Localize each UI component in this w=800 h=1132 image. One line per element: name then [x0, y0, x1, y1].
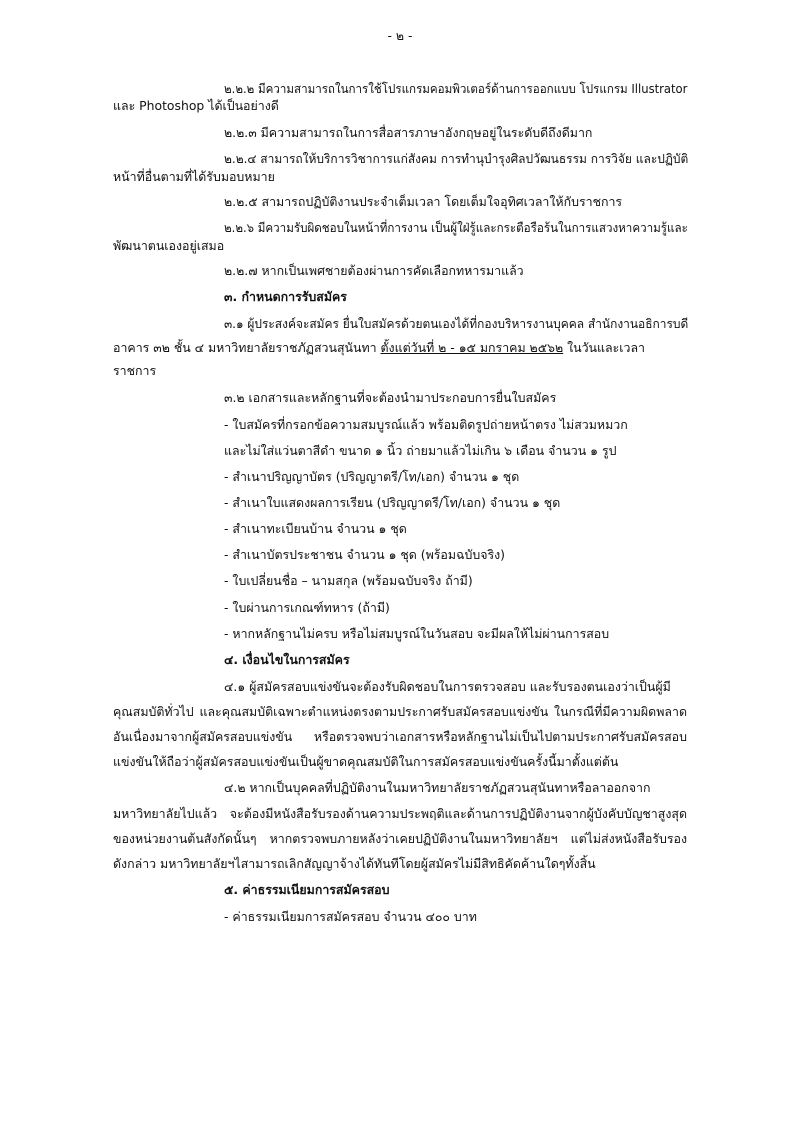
paragraph-4-2-line: มหาวิทยาลัยไปแล้ว จะต้องมีหนังสือรับรองด้านความประพฤติและด้านการปฏิบัติงานจากผู้บังคับบัญชาสูงสุด [113, 806, 687, 821]
qualification-2-2-5: ๒.๒.๕ สามารถปฏิบัติงานประจำเต็มเวลา โดยเต็มใจอุทิศเวลาให้กับราชการ [224, 194, 623, 209]
doc-item: - ใบเปลี่ยนชื่อ – นามสกุล (พร้อมฉบับจริง ถ้ามี) [224, 573, 473, 588]
qualification-2-2-6-line1: ๒.๒.๖ มีความรับผิดชอบในหน้าที่การงาน เป็นผู้ใฝ่รู้และกระตือรือร้นในการแสวงหาความรู้และ [224, 220, 688, 235]
qualification-2-2-3: ๒.๒.๓ มีความสามารถในการสื่อสารภาษาอังกฤษอยู่ในระดับดีถึงดีมาก [224, 125, 593, 140]
paragraph-3-2: ๓.๒ เอกสารและหลักฐานที่จะต้องนำมาประกอบการยื่นใบสมัคร [224, 390, 557, 405]
section-4-heading: ๔. เงื่อนไขในการสมัคร [224, 652, 350, 667]
paragraph-4-2-line: ดังกล่าว มหาวิทยาลัยฯไสามารถเลิกสัญญาจ้างได้ทันทีโดยผู้สมัครไม่มีสิทธิคัดค้านใดๆทั้งสิ้น [113, 856, 596, 871]
page-number: - ๒ - [387, 28, 413, 43]
doc-item: - ใบสมัครที่กรอกข้อความสมบูรณ์แล้ว พร้อมติดรูปถ่ายหน้าตรง ไม่สวมหมวก [224, 417, 628, 432]
paragraph-4-2-line: ๔.๒ หากเป็นบุคคลที่ปฏิบัติงานในมหาวิทยาลัยราชภัฏสวนสุนันทาหรือลาออกจาก [224, 780, 651, 795]
doc-item: และไม่ใส่แว่นตาสีดำ ขนาด ๑ นิ้ว ถ่ายมาแล้วไม่เกิน ๖ เดือน จำนวน ๑ รูป [224, 443, 617, 458]
qualification-2-2-4-line2: หน้าที่อื่นตามที่ได้รับมอบหมาย [113, 169, 275, 184]
paragraph-4-1-line: อันเนื่องมาจากผู้สมัครสอบแข่งขัน หรือตรวจพบว่าเอกสารหรือหลักฐานไม่เป็นไปตามประกาศรับสมัครสอบ [113, 729, 687, 744]
doc-item: - สำเนาปริญญาบัตร (ปริญญาตรี/โท/เอก) จำนวน ๑ ชุด [224, 469, 520, 484]
paragraph-4-1-line: แข่งขันให้ถือว่าผู้สมัครสอบแข่งขันเป็นผู้ขาดคุณสมบัติในการสมัครสอบแข่งขันครั้งนี้มาตั้งแต่ต้น [113, 754, 619, 769]
doc-item: - สำเนาบัตรประชาชน จำนวน ๑ ชุด (พร้อมฉบับจริง) [224, 547, 506, 562]
qualification-2-2-7: ๒.๒.๗ หากเป็นเพศชายต้องผ่านการคัดเลือกทหารมาแล้ว [224, 263, 524, 278]
qualification-2-2-2-line1: ๒.๒.๒ มีความสามารถในการใช้โปรแกรมคอมพิวเตอร์ด้านการออกแบบ โปรแกรม Illustrator [224, 81, 688, 96]
doc-item: - หากหลักฐานไม่ครบ หรือไม่สมบูรณ์ในวันสอบ จะมีผลให้ไม่ผ่านการสอบ [224, 626, 610, 641]
paragraph-3-1-line2 [113, 339, 645, 357]
section-3-heading: ๓. กำหนดการรับสมัคร [224, 289, 347, 304]
doc-item: - สำเนาใบแสดงผลการเรียน (ปริญญาตรี/โท/เอก) จำนวน ๑ ชุด [224, 495, 561, 510]
qualification-2-2-6-line2: พัฒนาตนเองอยู่เสมอ [113, 238, 225, 253]
doc-item: - ใบผ่านการเกณฑ์ทหาร (ถ้ามี) [224, 600, 390, 615]
doc-item: - สำเนาทะเบียนบ้าน จำนวน ๑ ชุด [224, 521, 407, 536]
section-5-heading: ๕. ค่าธรรมเนียมการสมัครสอบ [224, 882, 390, 897]
paragraph-3-1-line3: ราชการ [113, 363, 157, 378]
paragraph-3-1-time: ในวันและเวลา [563, 340, 646, 355]
qualification-2-2-4-line1: ๒.๒.๔ สามารถให้บริการวิชาการแก่สังคม การทำนุบำรุงศิลปวัฒนธรรม การวิจัย และปฏิบัติ [224, 151, 689, 166]
paragraph-3-1-building: อาคาร ๓๒ ชั้น ๔ มหาวิทยาลัยราชภัฏสวนสุนันทา [113, 340, 381, 355]
qualification-2-2-2-line2: และ Photoshop ได้เป็นอย่างดี [113, 98, 279, 113]
paragraph-4-2-line: ของหน่วยงานต้นสังกัดนั้นๆ หากตรวจพบภายหลังว่าเคยปฏิบัติงานในมหาวิทยาลัยฯ แต่ไม่ส่งหนังสือรับรอง [113, 831, 687, 846]
application-dates: ตั้งแต่วันที่ ๒ - ๑๕ มกราคม ๒๕๖๒ [380, 340, 564, 355]
paragraph-4-1-line: ๔.๑ ผู้สมัครสอบแข่งขันจะต้องรับผิดชอบในการตรวจสอบ และรับรองตนเองว่าเป็นผู้มี [224, 679, 671, 694]
paragraph-3-1-line1: ๓.๑ ผู้ประสงค์จะสมัคร ยื่นใบสมัครด้วยตนเองได้ที่กองบริหารงานบุคคล สำนักงานอธิการบดี [224, 316, 689, 331]
paragraph-4-1-line: คุณสมบัติทั่วไป และคุณสมบัติเฉพาะตำแหน่งตรงตามประกาศรับสมัครสอบแข่งขัน ในกรณีที่มีความผิดพลาด [113, 704, 687, 719]
application-fee: - ค่าธรรมเนียมการสมัครสอบ จำนวน ๔๐๐ บาท [224, 909, 477, 924]
